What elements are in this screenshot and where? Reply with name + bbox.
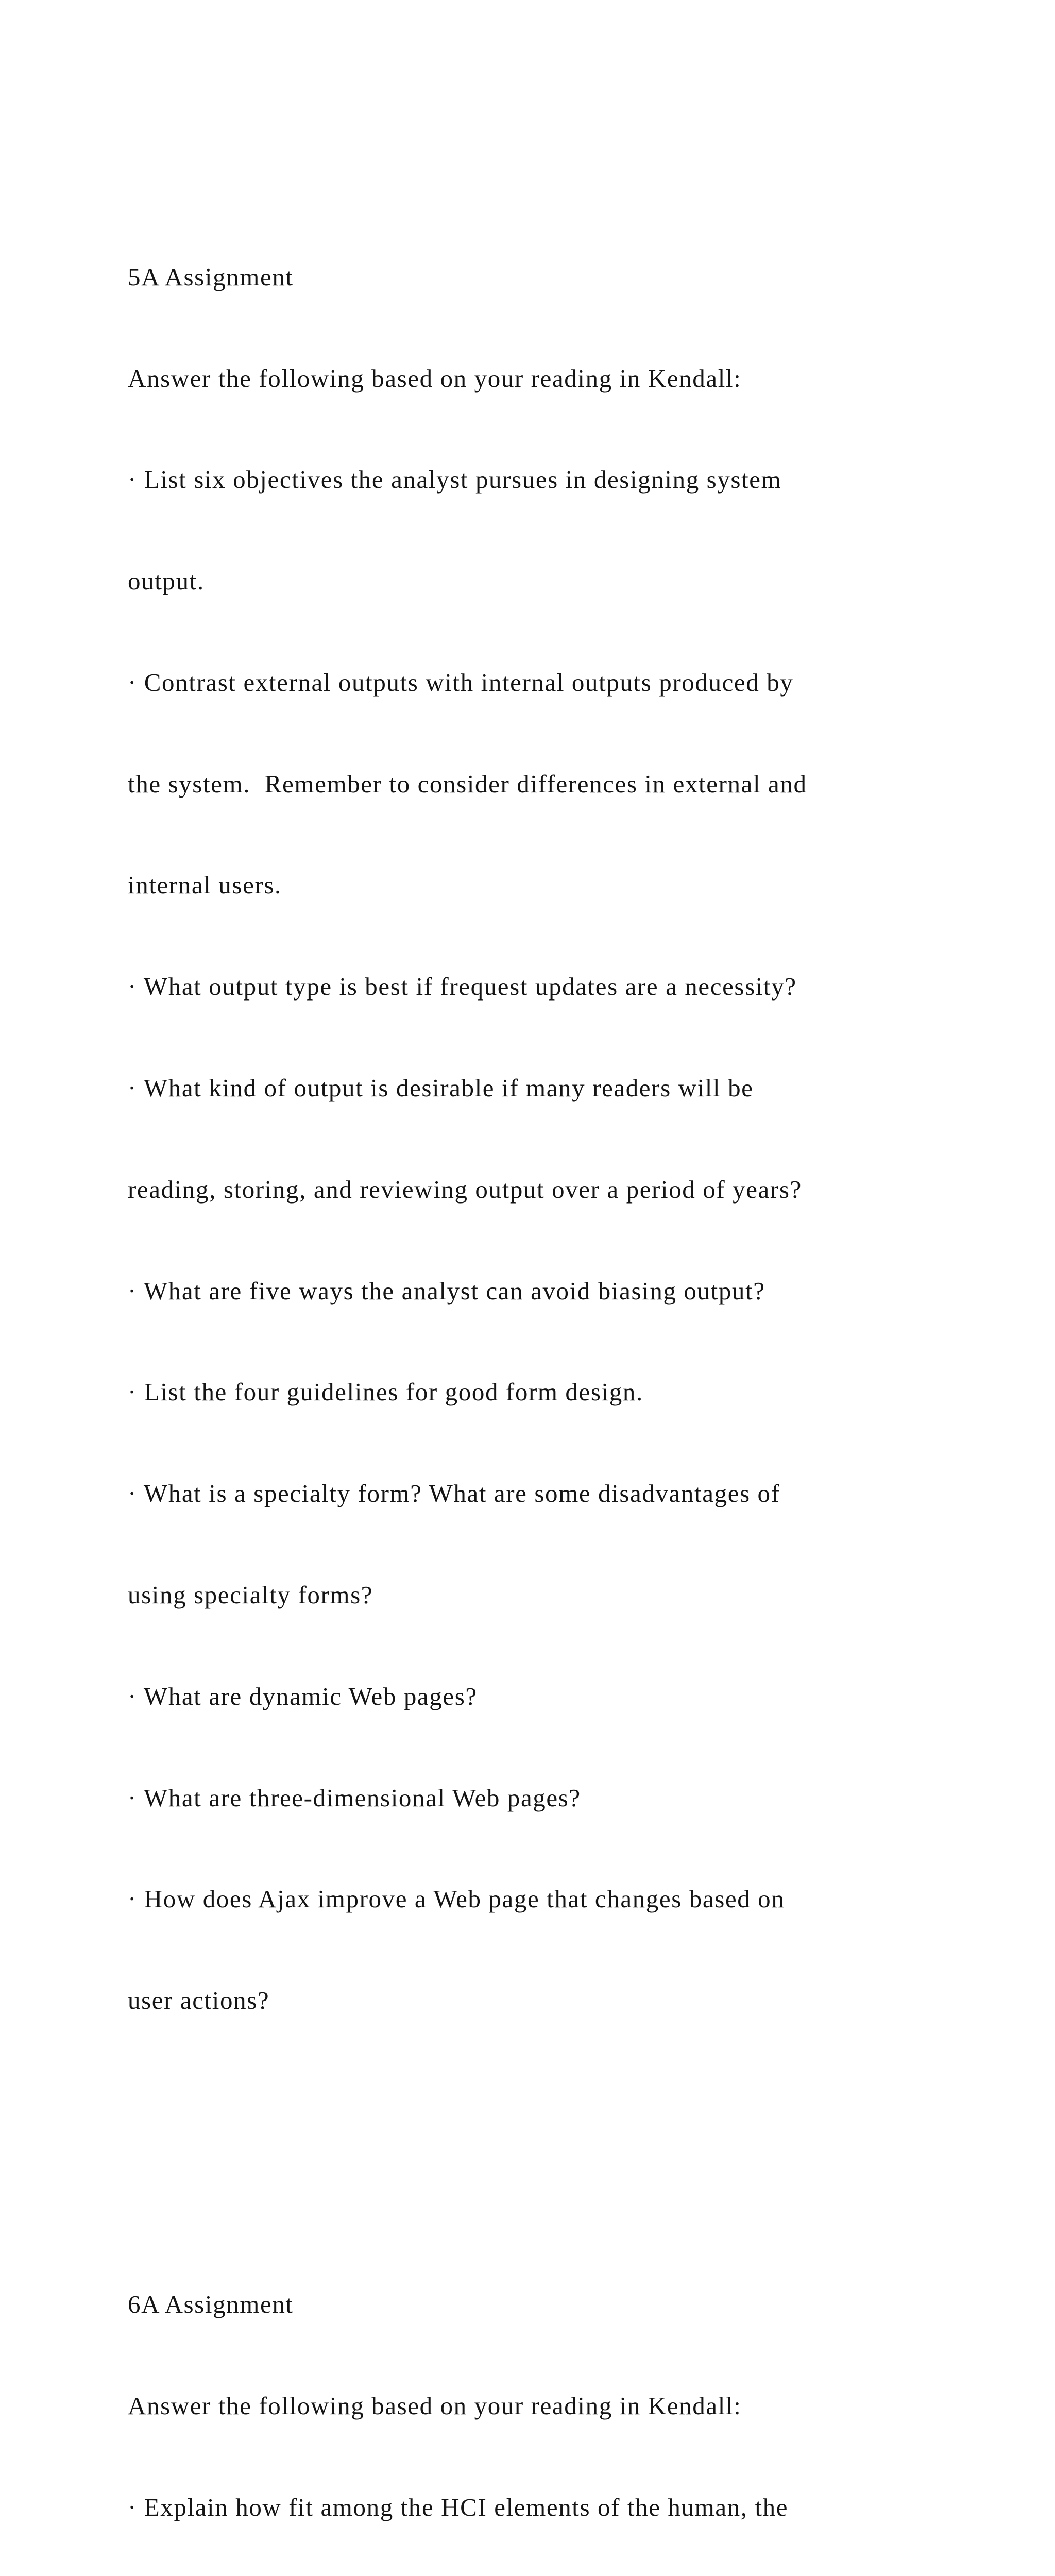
document-page — [128, 159, 931, 2576]
section-spacer — [128, 2119, 931, 2153]
section-5a-line: · List the four guidelines for good form design. — [128, 1378, 643, 1406]
section-5a-line: · Contrast external outputs with internal outputs produced by — [128, 668, 794, 697]
section-5a-line: reading, storing, and reviewing output over a period of years? — [128, 1175, 802, 1204]
section-5a-line: · What are five ways the analyst can avoid biasing output? — [128, 1276, 765, 1305]
section-5a-title: 5A Assignment — [128, 262, 294, 291]
section-5a-intro: Answer the following based on your reading in Kendall: — [128, 364, 742, 393]
section-5a-line: · What are three-dimensional Web pages? — [128, 1783, 581, 1812]
section-5a-line: · List six objectives the analyst pursues in designing system — [128, 465, 782, 494]
section-5a-line: · How does Ajax improve a Web page that changes based on — [128, 1885, 785, 1913]
section-6a-intro: Answer the following based on your reading in Kendall: — [128, 2392, 742, 2420]
section-5a-line: the system. Remember to consider differences in external and — [128, 769, 807, 798]
section-6a-line: · Explain how fit among the HCI elements of the human, the — [128, 2493, 789, 2521]
section-5a-line: output. — [128, 567, 205, 596]
section-5a-line: · What is a specialty form? What are some disadvantages of — [128, 1479, 780, 1508]
section-5a-line: · What output type is best if frequest updates are a necessity? — [128, 972, 797, 1001]
section-5a-line: · What kind of output is desirable if many readers will be — [128, 1074, 754, 1103]
section-6a-title: 6A Assignment — [128, 2290, 294, 2319]
section-5a-line: user actions? — [128, 1986, 270, 2015]
section-5a-line: using specialty forms? — [128, 1580, 373, 1609]
section-5a-line: internal users. — [128, 871, 282, 900]
section-5a-line: · What are dynamic Web pages? — [128, 1682, 478, 1710]
